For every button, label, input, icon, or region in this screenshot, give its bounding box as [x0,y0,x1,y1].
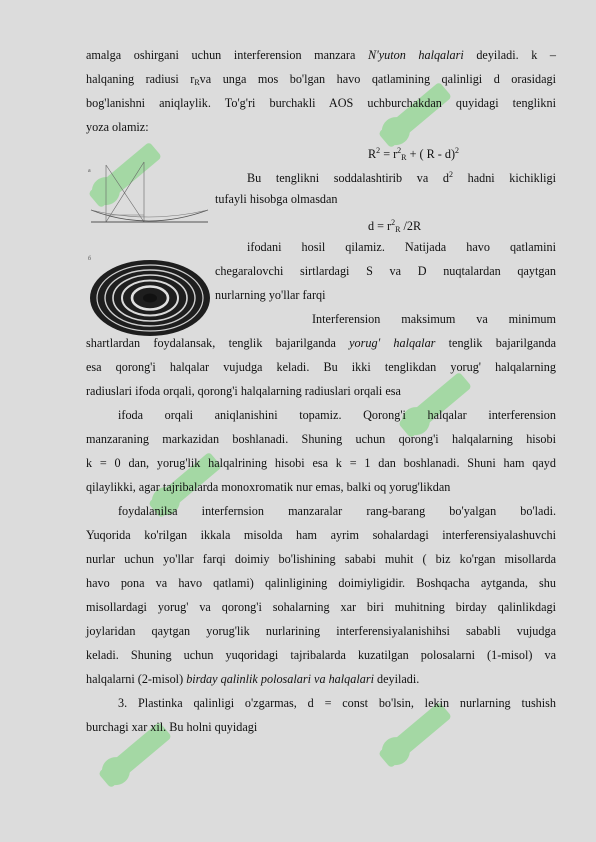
newton-rings-setup-diagram [86,160,211,240]
watermark-logo-icon [80,700,190,810]
text-line: ifodani hosil qilamiz. Natijada havo qatlamini [247,240,556,254]
equation: $d = r^2_R$ /2R [368,218,422,234]
text-line: Bu tenglikni soddalashtirib va $d^2$ hadni kichikligi [247,170,556,185]
text-line: esa qorong'i halqalar vujudga keladi. Bu ikki tenglikdan yorug' halqalarning [86,360,556,374]
text-line: manzaraning markazidan boshlanadi. Shuning uchun qorong'i halqalarning hisobi [86,432,556,446]
text-line: radiuslari ifoda orqali, qorong'i halqalarning radiuslari orqali esa [86,384,401,398]
text-line: yoza olamiz: [86,120,149,134]
text-line: halqalarni (2-misol) birday qalinlik polosalari va halqalari deyiladi. [86,672,420,686]
text-line: shartlardan foydalansak, tenglik bajarilganda yorug' halqalar tenglik bajarilganda [86,336,556,350]
text-line: tufayli hisobga olmasdan [215,192,338,206]
text-line: nurlarning yo'llar farqi [215,288,326,302]
equation: $R^2 = r^2_R$ + ( R - d)$^2$ [368,146,460,162]
text-line: Yuqorida ko'rilgan ikkala misolda ham ayrim sohalardagi interferensiyalashuvchi [86,528,556,542]
text-line: havo pona va havo qatlami) qalinligining doimiyligidir. Boshqacha aytganda, shu [86,576,556,590]
figure-label-a: a [88,168,91,174]
newton-rings-photo [86,252,211,337]
text-line: k = 0 dan, yorug'lik halqalrining hisobi esa k = 1 dan boshlanadi. Shuni ham qayd [86,456,556,470]
text-line: halqaning radiusi $r_Rva$ unga mos bo'lgan havo qatlamining qalinligi d orasidagi [86,72,556,87]
text-line: bog'lanishni aniqlaylik. To'g'ri burchakli AOS uchburchakdan quyidagi tenglikni [86,96,556,110]
text-line: burchagi xar xil. Bu holni quyidagi [86,720,258,734]
text-line: Interferension maksimum va minimum [312,312,556,326]
text-line: amalga oshirgani uchun interferension manzara N'yuton halqalari deyiladi. k – [86,48,556,62]
text-line: qilaylikki, agar tajribalarda monoxromatik nur emas, balki oq yorug'likdan [86,480,451,494]
text-line: chegaralovchi sirtlardagi S va D nuqtalardan qaytgan [215,264,556,278]
text-line: 3. Plastinka qalinligi o'zgarmas, d = const bo'lsin, lekin nurlarning tushish [118,696,556,710]
text-line: keladi. Shuning uchun yuqoridagi tajribalarda kuzatilgan polosalarni (1-misol) va [86,648,556,662]
text-line: ifoda orqali aniqlanishini topamiz. Qorong'i halqalar interferension [118,408,556,422]
figure-label-b: б [88,256,92,262]
text-line: foydalanilsa interfernsion manzaralar rang-barang bo'yalgan bo'ladi. [118,504,556,518]
text-line: nurlar uchun yo'llar farqi doimiy bo'lishining sababi muhit ( biz ko'rgan misollarda [86,552,556,566]
text-line: joylaridan qaytgan yorug'lik nurlarining interferensiyalanishihsi sababli vujudga [86,624,556,638]
text-line: misollardagi yorug' va qorong'i sohalarning xar biri muhitning birday qalinlikdagi [86,600,556,614]
